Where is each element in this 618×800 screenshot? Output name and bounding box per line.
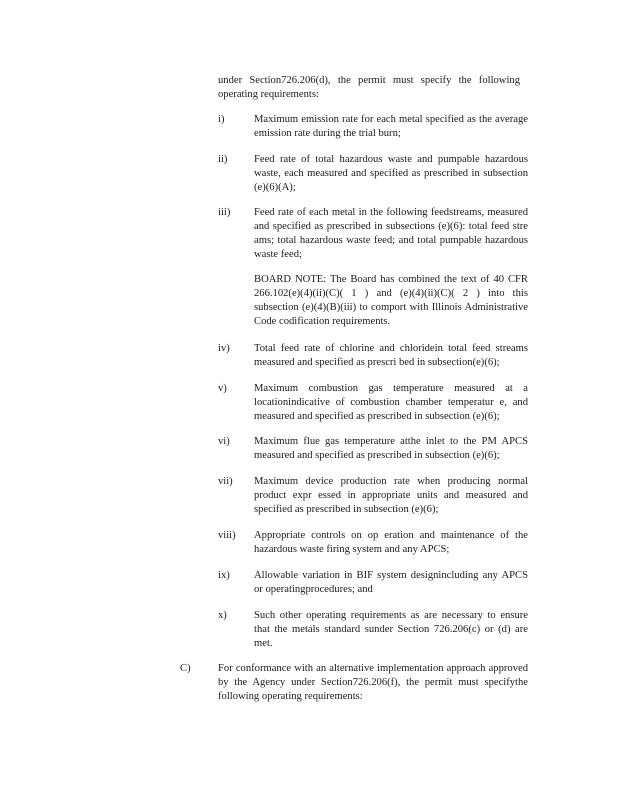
list-item-number: v) <box>218 383 227 394</box>
list-item-number: vii) <box>218 476 233 487</box>
list-item-text: Such other operating requirements as are necessary to ensure that the metals standard sunder Section 726.206(c) or (d) are met. <box>254 610 528 649</box>
list-item-text: Feed rate of each metal in the following feedstreams, measured and specified as prescribed in subsections (e)(6): total feed stre ams; total hazardous waste feed; and total pumpable hazardous waste feed; <box>254 207 528 260</box>
list-item-text: Appropriate controls on op eration and maintenance of the hazardous waste firing system and any APCS; <box>254 530 528 555</box>
section-c-number: C) <box>180 663 191 674</box>
list-item-text: Total feed rate of chlorine and chloridein total feed streams measured and specified as prescri bed in subsection(e)(6); <box>254 343 528 368</box>
intro-paragraph: under Section726.206(d), the permit must specify the following operating requirements: <box>218 75 520 100</box>
list-item-number: vi) <box>218 436 230 447</box>
list-item-text: Maximum emission rate for each metal specified as the average emission rate during the trial burn; <box>254 114 528 139</box>
list-item-text: Maximum flue gas temperature atthe inlet to the PM APCS measured and specified as prescribed in subsection (e)(6); <box>254 436 528 461</box>
list-item-number: iv) <box>218 343 230 354</box>
list-item-text: Feed rate of total hazardous waste and pumpable hazardous waste, each measured and specified as prescribed in subsection (e)(6)(A); <box>254 154 528 193</box>
list-item-number: x) <box>218 610 227 621</box>
section-c-text: For conformance with an alternative implementation approach approved by the Agency under Section726.206(f), the permit must specifythe following operating requirements: <box>218 663 528 702</box>
list-item-number: i) <box>218 114 225 125</box>
board-note: BOARD NOTE: The Board has combined the text of 40 CFR 266.102(e)(4)(ii)(C)( 1 ) and (e)(4)(ii)(C)( 2 ) into this subsection (e)(4)(B)(iii) to comport with Illinois Administrative Code codification requirements. <box>254 274 528 327</box>
list-item-text: Maximum device production rate when producing normal product expr essed in appropriate units and measured and specified as prescribed in subsection (e)(6); <box>254 476 528 515</box>
list-item-text: Allowable variation in BIF system designincluding any APCS or operatingprocedures; and <box>254 570 528 595</box>
list-item-number: ii) <box>218 154 228 165</box>
list-item-number: viii) <box>218 530 236 541</box>
list-item-number: iii) <box>218 207 231 218</box>
list-item-text: Maximum combustion gas temperature measured at a locationindicative of combustion chamber temperatur e, and measured and specified as prescribed in subsection (e)(6); <box>254 383 528 422</box>
list-item-number: ix) <box>218 570 230 581</box>
